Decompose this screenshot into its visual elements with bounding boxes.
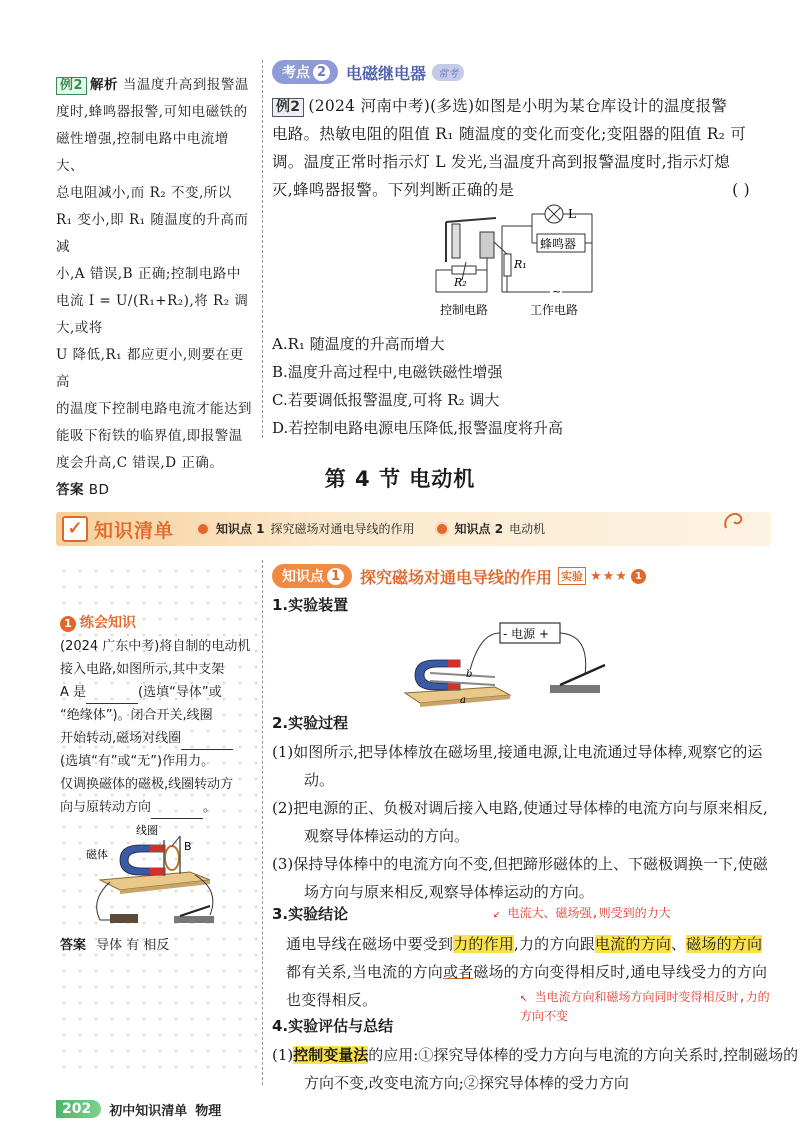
kaodian-number: 2 — [313, 64, 330, 81]
experiment-badge: 实验 — [558, 567, 586, 585]
example-tag: 例2 — [272, 98, 304, 117]
r2-label: R₂ — [454, 276, 467, 289]
answer-paren: ( ) — [732, 181, 750, 199]
option-a: A.R₁ 随温度的升高而增大 — [272, 335, 445, 353]
explanation-text: 小,A 错误,B 正确;控制电路中 — [56, 266, 241, 282]
evaluation-text: (1)控制变量法的应用:①探究导体棒的受力方向与电流的方向关系时,控制磁场的方向不变,改变电流方向;②探究导体棒的受力方向 — [272, 1046, 799, 1092]
option-b: B.温度升高过程中,电磁铁磁性增强 — [272, 363, 503, 381]
lamp-label: L — [568, 207, 576, 221]
b-label: B — [184, 840, 192, 853]
swirl-decoration-icon — [720, 506, 750, 536]
practice-text: “绝缘体”)。闭合开关,线圈 — [60, 708, 213, 723]
column-divider — [262, 560, 263, 1085]
answer-value: 导体 有 相反 — [96, 938, 170, 953]
practice-text: 仅调换磁体的磁极,线圈转动方 — [60, 777, 234, 792]
banner-item-kd: 知识点 1 — [216, 522, 265, 536]
practice-answer — [60, 934, 169, 953]
explanation-text: 的温度下控制电路电流才能达到 — [56, 401, 252, 417]
check-icon: ✓ — [62, 516, 88, 542]
kaodian-pill — [272, 60, 338, 84]
explanation-line-1 — [56, 72, 256, 99]
explanation-text: 能吸下衔铁的临界值,即报警温 — [56, 428, 243, 444]
practice-text: (2024 广东中考)将自制的电动机 — [60, 639, 251, 654]
question-block — [272, 92, 772, 204]
practice-title: 练会知识 — [80, 615, 136, 631]
work-circuit-label: 工作电路 — [530, 303, 579, 317]
banner-title: 知识清单 — [94, 519, 175, 542]
explanation-text: 度时,蜂鸣器报警,可知电磁铁的 — [56, 104, 248, 120]
alarm-circuit-figure — [432, 202, 602, 322]
practice-text: (选填“有”或“无”)作用力。 — [60, 754, 215, 769]
highlight-method: 控制变量法 — [293, 1046, 369, 1064]
buzzer-label: 蜂鸣器 — [540, 237, 577, 251]
practice-text: 向与原转动方向 。 — [60, 796, 256, 819]
magnet-label: 磁体 — [86, 848, 108, 861]
kd-pill — [272, 564, 352, 588]
blank-2[interactable] — [181, 735, 233, 750]
coil-label: 线圈 — [136, 824, 158, 837]
knowledge-point-1-header — [272, 564, 646, 588]
banner-item-kd: 知识点 2 — [454, 522, 504, 536]
answer-label: 答案 — [60, 938, 87, 953]
kaodian-2-header — [272, 60, 464, 84]
practice-text: A 是 (选填“导体”或 — [60, 681, 256, 704]
r1-resistor — [504, 254, 511, 276]
column-divider — [262, 60, 263, 438]
bullet-icon — [435, 522, 449, 536]
explanation-label: 解析 — [90, 77, 119, 93]
process-step: (1)如图所示,把导体棒放在磁场里,接通电源,让电流通过导体棒,观察它的运动。 — [272, 743, 763, 789]
apparatus-figure — [400, 615, 620, 710]
kaodian-pill-label: 考点 — [282, 65, 310, 81]
r1-label: R₁ — [514, 258, 527, 271]
kd-title: 探究磁场对通电导线的作用 — [360, 567, 553, 587]
page-footer — [56, 1098, 221, 1120]
options-list — [272, 330, 772, 442]
evaluation-heading: 4.实验评估与总结 — [272, 1017, 394, 1035]
banner-item-text: 电动机 — [509, 522, 546, 536]
kd-number: 1 — [327, 568, 344, 585]
highlight-force: 力的作用 — [453, 935, 515, 953]
svg-text:~: ~ — [552, 285, 562, 298]
highlight-field: 磁场的方向 — [686, 935, 763, 953]
frequent-badge: 常考 — [432, 64, 464, 81]
underlined-or: 或者 — [442, 963, 474, 981]
kaodian-title: 电磁继电器 — [346, 63, 427, 83]
setup-heading: 1.实验装置 — [272, 596, 349, 614]
explanation-text: 当温度升高到报警温 — [122, 77, 249, 93]
question-line — [272, 176, 772, 204]
banner-items — [196, 520, 545, 537]
question-line — [272, 92, 772, 120]
practice-text: 开始转动,磁场对线圈 — [60, 727, 256, 750]
explanation-text: 总电阻减小,而 R₂ 不变,所以 — [56, 185, 232, 201]
practice-text: 接入电路,如图所示,其中支架 — [60, 662, 225, 677]
practice-number: 1 — [60, 616, 76, 632]
control-circuit-label: 控制电路 — [440, 303, 489, 317]
explanation-text: R₁ 变小,即 R₁ 随温度的升高而减 — [56, 212, 249, 255]
question-text: 电路。热敏电阻的阻值 R₁ 随温度的变化而变化;变阻器的阻值 R₂ 可 — [272, 125, 747, 143]
explanation-text: 电流 I = U/(R₁+R₂),将 R₂ 调大,或将 — [56, 293, 249, 336]
question-text: (2024 河南中考)(多选)如图是小明为某仓库设计的温度报警 — [308, 97, 728, 115]
banner-label — [62, 515, 174, 543]
process-list — [272, 738, 772, 906]
question-text: 灭,蜂鸣器报警。下列判断正确的是 — [272, 181, 515, 199]
question-text: 调。温度正常时指示灯 L 发光,当温度升高到报警温度时,指示灯熄 — [272, 153, 731, 171]
ref-dot: 1 — [631, 569, 646, 584]
motor-figure — [80, 820, 230, 930]
book-title: 初中知识清单 — [109, 1103, 188, 1119]
handwritten-note-1: ↙ 电流大、磁场强,则受到的力大 — [493, 906, 671, 920]
blank-3[interactable] — [151, 804, 203, 819]
b-point-label: b — [466, 669, 473, 680]
highlight-current: 电流的方向 — [594, 935, 671, 953]
section-title: 第 4 节 电动机 — [324, 467, 476, 491]
kd-pill-label: 知识点 — [282, 569, 324, 585]
conclusion-text: 通电导线在磁场中要受到力的作用,力的方向跟电流的方向、磁场的方向都有关系,当电流的方向或者磁场的方向变得相反时,通电导线受力的方向也变得相反。 — [286, 935, 768, 1009]
practice-block — [60, 612, 256, 819]
a-point-label: a — [460, 695, 466, 706]
answer-value: BD — [88, 482, 110, 498]
explanation-text: 度会升高,C 错误,D 正确。 — [56, 455, 224, 471]
conclusion-heading: 3.实验结论 — [272, 905, 349, 923]
power-label: - 电源 + — [503, 627, 550, 641]
star-rating: ★★★ — [590, 568, 628, 584]
process-step: (3)保持导体棒中的电流方向不变,但把蹄形磁体的上、下磁极调换一下,使磁场方向与原来相反,观察导体棒运动的方向。 — [272, 855, 768, 901]
option-d: D.若控制电路电源电压降低,报警温度将升高 — [272, 419, 564, 437]
option-c: C.若要调低报警温度,可将 R₂ 调大 — [272, 391, 500, 409]
example-tag: 例2 — [56, 77, 87, 95]
process-step: (2)把电源的正、负极对调后接入电路,使通过导体棒的电流方向与原来相反,观察导体棒运动的方向。 — [272, 799, 768, 845]
practice-heading — [60, 612, 256, 635]
banner-item-text: 探究磁场对通电导线的作用 — [270, 522, 415, 536]
explanation-text: U 降低,R₁ 都应更小,则要在更高 — [56, 347, 244, 390]
blank-1[interactable] — [86, 689, 138, 704]
answer-label: 答案 — [56, 482, 84, 498]
page-number: 202 — [56, 1100, 101, 1118]
process-heading: 2.实验过程 — [272, 714, 349, 732]
explanation-text: 磁性增强,控制电路中电流增大、 — [56, 131, 229, 174]
bullet-icon — [196, 522, 210, 536]
subject-label: 物理 — [195, 1103, 222, 1119]
explanation-column — [56, 72, 256, 504]
handwritten-note-2: ↖ 当电流方向和磁场方向同时变得相反时,力的方向不变 — [520, 990, 770, 1023]
